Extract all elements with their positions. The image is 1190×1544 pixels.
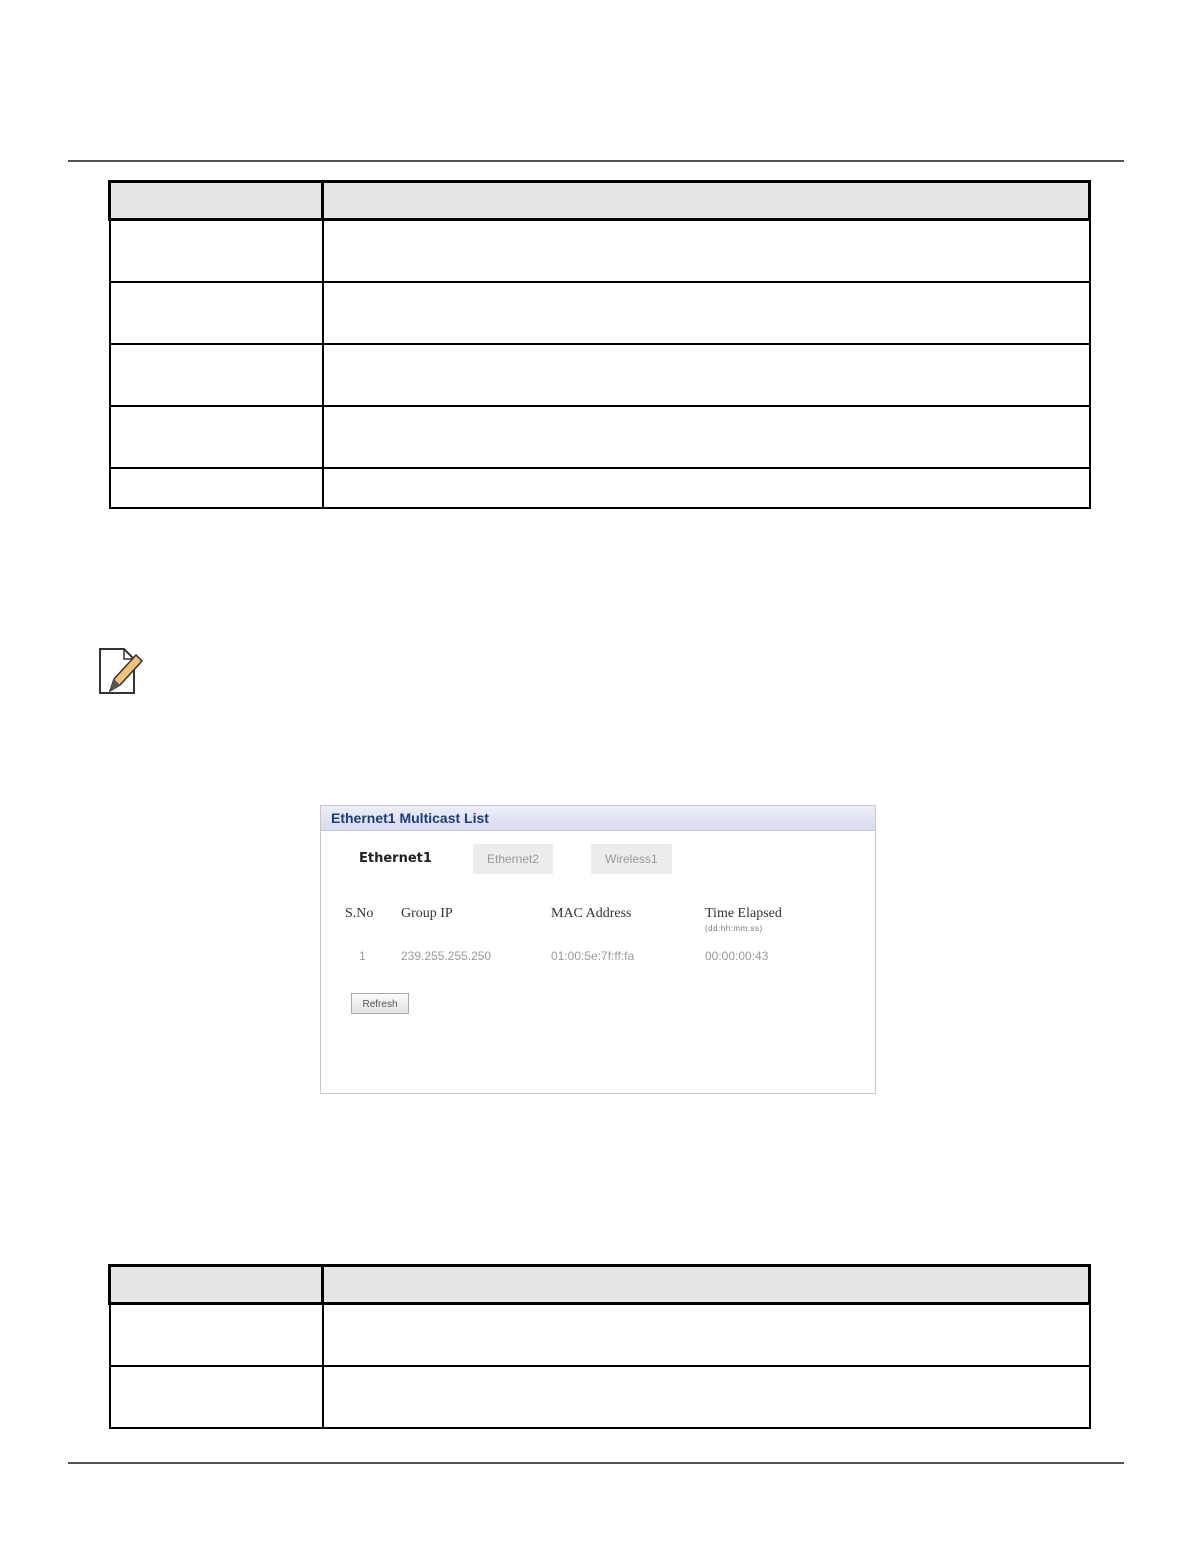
note-icon xyxy=(96,645,144,697)
parameter-table-bottom xyxy=(108,1264,1091,1429)
tab-wireless1[interactable]: Wireless1 xyxy=(591,844,672,874)
panel-title: Ethernet1 Multicast List xyxy=(321,806,875,831)
header-rule xyxy=(68,160,1124,162)
column-header-group-ip: Group IP xyxy=(401,906,453,921)
refresh-button[interactable]: Refresh xyxy=(351,993,409,1014)
footer-rule xyxy=(68,1462,1124,1464)
row-sno: 1 xyxy=(359,949,366,963)
column-header-time: Time Elapsed xyxy=(705,906,782,921)
column-header-time-unit: (dd:hh:mm:ss) xyxy=(705,924,763,933)
row-mac: 01:00:5e:7f:ff:fa xyxy=(551,949,635,963)
row-time: 00:00:00:43 xyxy=(705,949,769,963)
tab-ethernet1[interactable]: Ethernet1 xyxy=(359,851,432,866)
row-group-ip: 239.255.255.250 xyxy=(401,949,492,963)
column-header-sno: S.No xyxy=(345,906,374,921)
column-header-mac: MAC Address xyxy=(551,906,632,921)
parameter-table-top xyxy=(108,180,1091,509)
tab-ethernet2[interactable]: Ethernet2 xyxy=(473,844,553,874)
multicast-list-panel xyxy=(320,805,876,1094)
tab-bar xyxy=(345,844,705,874)
